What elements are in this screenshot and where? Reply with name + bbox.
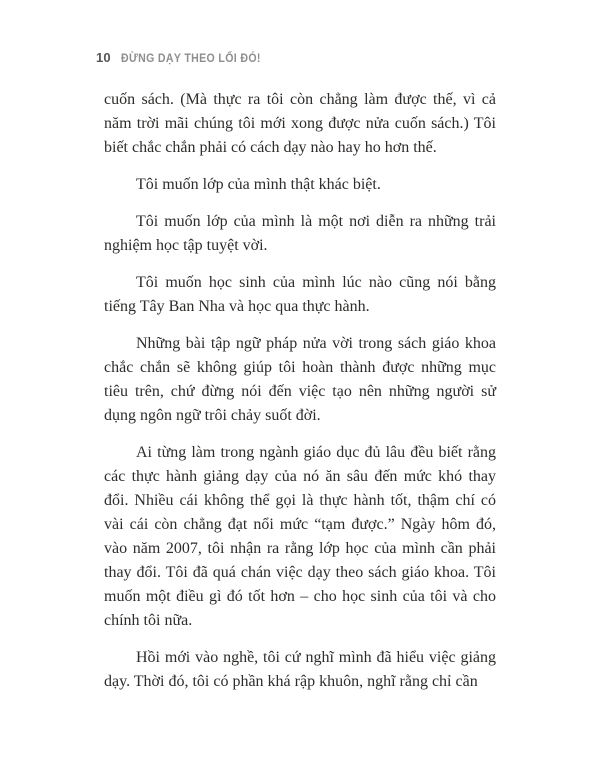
text-line: Tôi muốn lớp của mình thật khác biệt. bbox=[136, 176, 381, 193]
text-line: Ai từng làm trong ngành giáo dục đủ lâu đều biết rằng bbox=[136, 444, 496, 461]
paragraph bbox=[104, 332, 496, 428]
text-line: cuốn sách. (Mà thực ra tôi còn chẳng làm được thế, vì cả bbox=[104, 91, 496, 108]
running-title: ĐỪNG DẠY THEO LỐI ĐÓ! bbox=[120, 51, 261, 65]
paragraph bbox=[104, 271, 496, 319]
text-line: năm trời mãi chúng tôi mới xong được nửa cuốn sách.) Tôi bbox=[104, 115, 496, 132]
paragraph bbox=[104, 173, 496, 197]
text-line: tiêu trên, chứ đừng nói đến việc tạo nên những người sử bbox=[104, 383, 496, 400]
page-header bbox=[96, 50, 280, 65]
text-line: dạy. Thời đó, tôi có phần khá rập khuôn, nghĩ rằng chỉ cần bbox=[104, 673, 478, 690]
paragraph bbox=[104, 441, 496, 633]
text-line: vào năm 2007, tôi nhận ra rằng lớp học của mình cần phải bbox=[104, 540, 496, 557]
text-line: chắc chắn sẽ không giúp tôi hoàn thành được những mục bbox=[104, 359, 496, 376]
text-line: Những bài tập ngữ pháp nửa vời trong sách giáo khoa bbox=[136, 335, 496, 352]
text-line: chính tôi nữa. bbox=[104, 612, 193, 629]
page-number: 10 bbox=[96, 50, 111, 65]
paragraph bbox=[104, 210, 496, 258]
text-line: tiếng Tây Ban Nha và học qua thực hành. bbox=[104, 298, 370, 315]
paragraph bbox=[104, 646, 496, 694]
text-line: Tôi muốn học sinh của mình lúc nào cũng nói bằng bbox=[136, 274, 496, 291]
text-line: vài cái còn chẳng đạt nổi mức “tạm được.” Ngày hôm đó, bbox=[104, 516, 496, 533]
text-line: nghiệm học tập tuyệt vời. bbox=[104, 237, 268, 254]
paragraph bbox=[104, 88, 496, 160]
text-line: muốn một điều gì đó tốt hơn – cho học sinh của tôi và cho bbox=[104, 588, 496, 605]
text-line: Hồi mới vào nghề, tôi cứ nghĩ mình đã hiểu việc giảng bbox=[136, 649, 496, 666]
text-line: dụng ngôn ngữ trôi chảy suốt đời. bbox=[104, 407, 321, 424]
text-line: thay đổi. Tôi đã quá chán việc dạy theo sách giáo khoa. Tôi bbox=[104, 564, 496, 581]
text-line: biết chắc chắn phải có cách dạy nào hay ho hơn thế. bbox=[104, 139, 437, 156]
text-line: Tôi muốn lớp của mình là một nơi diễn ra những trải bbox=[136, 213, 496, 230]
text-line: đổi. Nhiều cái không thể gọi là thực hành tốt, thậm chí có bbox=[104, 492, 496, 509]
text-line: các thực hành giảng dạy của nó ăn sâu đến mức khó thay bbox=[104, 468, 496, 485]
body-text bbox=[104, 88, 496, 707]
